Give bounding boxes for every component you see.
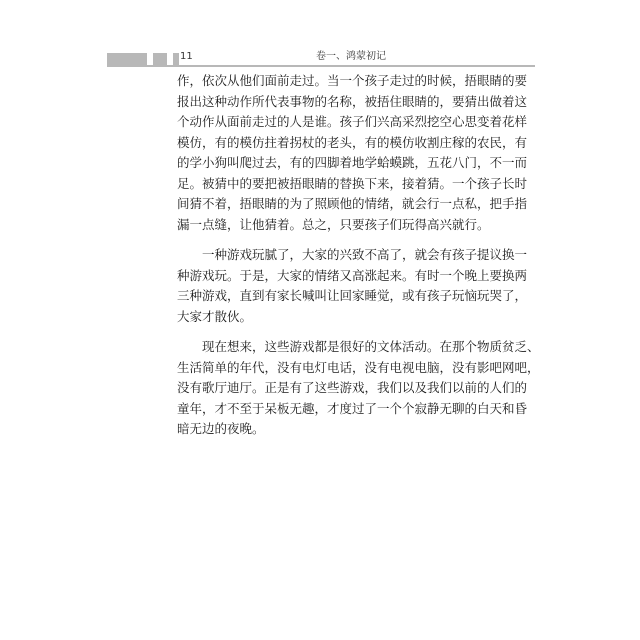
- text-line: 的学小狗叫爬过去，有的四脚着地学蛤蟆跳，五花八门，不一而: [177, 155, 528, 170]
- text-line: 模仿，有的模仿拄着拐杖的老头，有的模仿收割庄稼的农民，有: [177, 134, 528, 150]
- text-line: 暗无边的夜晚。: [177, 421, 265, 436]
- chapter-title: 卷一、鸿蒙初记: [316, 51, 386, 62]
- text-line: 报出这种动作所代表事物的名称，被捂住眼睛的，要猜出做着这: [177, 93, 528, 109]
- paragraph: [177, 245, 528, 327]
- text-line: 一种游戏玩腻了，大家的兴致不高了，就会有孩子提议换一: [202, 247, 528, 262]
- body-text: [177, 71, 540, 440]
- text-line: 没有歌厅迪厅。正是有了这些游戏，我们以及我们以前的人们的: [177, 380, 528, 395]
- text-line: 种游戏玩。于是，大家的情绪又高涨起来。有时一个晚上要换两: [177, 267, 528, 283]
- text-line: 足。被猜中的要把被捂眼睛的替换下来，接着猜。一个孩子长时: [177, 175, 528, 191]
- text-line: 作，依次从他们面前走过。当一个孩子走过的时候，捂眼睛的要: [177, 73, 528, 88]
- paragraph: [177, 71, 528, 235]
- page-number: 11: [180, 51, 193, 62]
- text-line: 间猜不着，捂眼睛的为了照顾他的情绪，就会行一点私，把手指: [177, 196, 528, 211]
- header-rule: [107, 65, 535, 67]
- text-line: 现在想来，这些游戏都是很好的文体活动。在那个物质贫乏、: [202, 339, 540, 354]
- text-line: 三种游戏，直到有家长喊叫让回家睡觉，或有孩子玩恼玩哭了，: [177, 288, 528, 303]
- text-line: 生活简单的年代，没有电灯电话，没有电视电脑，没有影吧网吧，: [177, 359, 540, 375]
- paragraph: [177, 337, 540, 440]
- text-line: 大家才散伙。: [177, 308, 253, 324]
- text-line: 漏一点缝，让他猜着。总之，只要孩子们玩得高兴就行。: [177, 216, 490, 232]
- text-line: 个动作从面前走过的人是谁。孩子们兴高采烈挖空心思变着花样: [177, 114, 528, 129]
- text-line: 童年，才不至于呆板无趣，才度过了一个个寂静无聊的白天和昏: [177, 400, 528, 416]
